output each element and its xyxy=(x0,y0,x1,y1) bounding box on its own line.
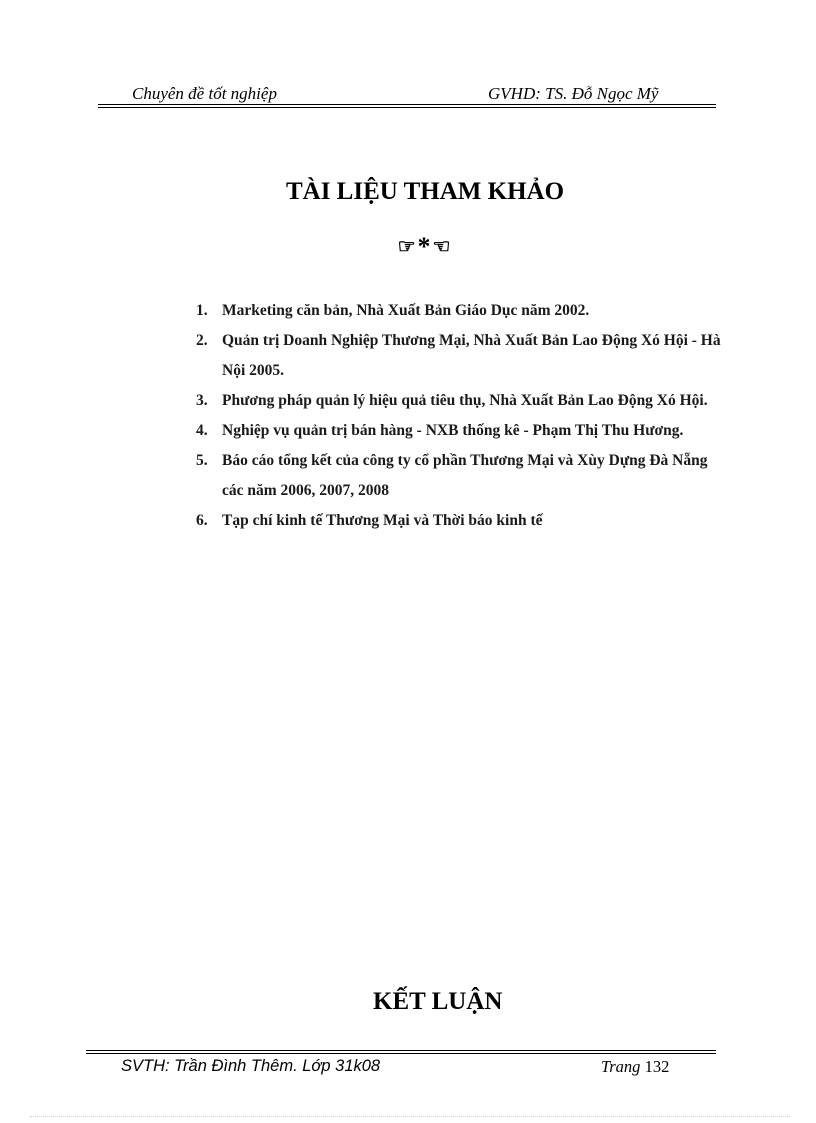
reference-text: Tạp chí kinh tế Thương Mại và Thời báo kinh tế xyxy=(222,512,543,529)
reference-item xyxy=(196,386,730,416)
reference-item xyxy=(196,446,730,506)
page-title: TÀI LIỆU THAM KHẢO xyxy=(285,178,565,205)
page-label: Trang xyxy=(601,1057,641,1076)
reference-text: Marketing căn bản, Nhà Xuất Bản Giáo Dục năm 2002. xyxy=(222,302,590,319)
footer-page xyxy=(601,1057,669,1077)
title-ornament xyxy=(0,232,816,262)
reference-item xyxy=(196,506,730,536)
reference-number: 1. xyxy=(196,302,208,319)
reference-text: Báo cáo tổng kết của công ty cổ phần Thương Mại và Xùy Dựng Đà Nẵng các năm 2006, 2007, 2008 xyxy=(222,452,708,499)
page-bottom-border xyxy=(30,1116,790,1117)
reference-item xyxy=(196,416,730,446)
reference-number: 2. xyxy=(196,332,208,349)
reference-text: Quản trị Doanh Nghiệp Thương Mại, Nhà Xuất Bản Lao Động Xó Hội - Hà Nội 2005. xyxy=(222,332,721,379)
footer-student: SVTH: Trần Đình Thêm. Lớp 31k08 xyxy=(121,1057,381,1075)
reference-text: Phương pháp quản lý hiệu quả tiêu thụ, Nhà Xuất Bản Lao Động Xó Hội. xyxy=(222,392,708,409)
header-rule xyxy=(98,104,716,105)
footer-rule-double xyxy=(86,1053,716,1054)
page-number: 132 xyxy=(644,1057,670,1076)
header-topic: Chuyên đề tốt nghiệp xyxy=(132,84,277,103)
header-rule-double xyxy=(98,107,716,108)
reference-number: 6. xyxy=(196,512,208,529)
ornament-star: * xyxy=(417,232,433,261)
conclusion-heading: KẾT LUẬN xyxy=(373,988,503,1015)
reference-number: 4. xyxy=(196,422,208,439)
reference-number: 3. xyxy=(196,392,208,409)
reference-item xyxy=(196,296,730,326)
reference-list xyxy=(196,296,730,536)
footer-rule xyxy=(86,1050,716,1051)
reference-number: 5. xyxy=(196,452,208,469)
pointing-hand-icon: ☜ xyxy=(432,236,453,258)
header-supervisor: GVHD: TS. Đỗ Ngọc Mỹ xyxy=(488,84,659,103)
reference-text: Nghiệp vụ quản trị bán hàng - NXB thống kê - Phạm Thị Thu Hương. xyxy=(222,422,684,439)
pointing-hand-icon: ☞ xyxy=(397,236,418,258)
reference-item xyxy=(196,326,730,386)
